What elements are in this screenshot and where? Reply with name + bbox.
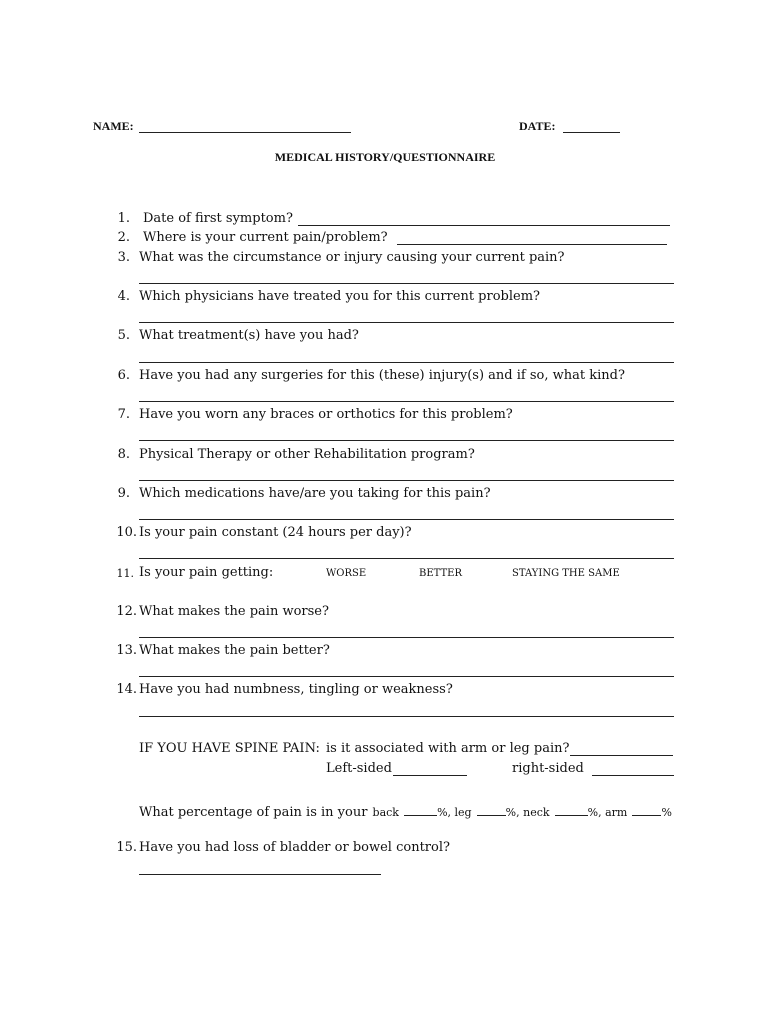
- question-text: What makes the pain worse?: [139, 604, 329, 619]
- question-text: Have you had numbness, tingling or weakness?: [139, 682, 453, 697]
- question-number: 8.: [117, 447, 130, 462]
- back-label: back: [372, 806, 399, 819]
- answer-line-14[interactable]: [139, 716, 674, 717]
- question-number: 4.: [117, 289, 130, 304]
- right-sided-label: right-sided: [512, 761, 584, 776]
- question-number: 10.: [116, 525, 137, 540]
- answer-line-9[interactable]: [139, 519, 674, 520]
- spine-heading: IF YOU HAVE SPINE PAIN:: [139, 741, 320, 756]
- answer-line-13[interactable]: [139, 676, 674, 677]
- question-number: 14.: [116, 682, 137, 697]
- right-sided-field[interactable]: [592, 775, 674, 776]
- question-number: 9.: [117, 486, 130, 501]
- answer-line-6[interactable]: [139, 401, 674, 402]
- leg-percent-field[interactable]: [477, 803, 506, 816]
- question-number: 1.: [117, 211, 130, 226]
- back-percent-field[interactable]: [404, 803, 437, 816]
- question-text: Where is your current pain/problem?: [143, 230, 388, 245]
- left-sided-field[interactable]: [393, 775, 467, 776]
- option-staying-same[interactable]: STAYING THE SAME: [512, 568, 620, 579]
- neck-percent-field[interactable]: [555, 803, 588, 816]
- question-number: 15.: [116, 840, 137, 855]
- question-text: What was the circumstance or injury causing your current pain?: [139, 250, 565, 265]
- answer-line-2[interactable]: [397, 244, 667, 245]
- answer-line-3[interactable]: [139, 283, 674, 284]
- percentage-prompt: What percentage of pain is in your: [139, 805, 368, 820]
- question-text: Which medications have/are you taking for this pain?: [139, 486, 491, 501]
- question-text: Is your pain getting:: [139, 565, 274, 580]
- arm-leg-field[interactable]: [570, 755, 673, 756]
- percent-end: %: [661, 806, 672, 819]
- answer-line-12[interactable]: [139, 637, 674, 638]
- question-number: 2.: [117, 230, 130, 245]
- option-worse[interactable]: WORSE: [326, 568, 367, 579]
- question-text: Physical Therapy or other Rehabilitation program?: [139, 447, 475, 462]
- answer-line-4[interactable]: [139, 322, 674, 323]
- answer-line-5[interactable]: [139, 362, 674, 363]
- percentage-row: [139, 801, 672, 820]
- question-number: 13.: [116, 643, 137, 658]
- question-number: 12.: [116, 604, 137, 619]
- answer-line-1[interactable]: [298, 225, 670, 226]
- name-label: NAME:: [93, 119, 134, 133]
- question-text: Is your pain constant (24 hours per day)?: [139, 525, 412, 540]
- name-field[interactable]: [139, 132, 351, 133]
- question-text: Date of first symptom?: [143, 211, 293, 226]
- question-number: 5.: [117, 328, 130, 343]
- arm-label: %, arm: [587, 806, 628, 819]
- spine-question: is it associated with arm or leg pain?: [326, 741, 570, 756]
- question-text: Have you worn any braces or orthotics for this problem?: [139, 407, 513, 422]
- left-sided-label: Left-sided: [326, 761, 392, 776]
- question-text: Which physicians have treated you for this current problem?: [139, 289, 541, 304]
- leg-label: %, leg: [437, 806, 472, 819]
- question-text: What treatment(s) have you had?: [139, 328, 359, 343]
- answer-line-8[interactable]: [139, 480, 674, 481]
- date-field[interactable]: [563, 132, 620, 133]
- answer-line-7[interactable]: [139, 440, 674, 441]
- question-number: 11.: [116, 567, 134, 580]
- question-number: 3.: [117, 250, 130, 265]
- question-text: Have you had any surgeries for this (these) injury(s) and if so, what kind?: [139, 368, 625, 383]
- question-number: 7.: [117, 407, 130, 422]
- question-number: 6.: [117, 368, 130, 383]
- option-better[interactable]: BETTER: [419, 568, 463, 579]
- neck-label: %, neck: [505, 806, 550, 819]
- answer-line-10[interactable]: [139, 558, 674, 559]
- question-text: What makes the pain better?: [139, 643, 330, 658]
- page-title: MEDICAL HISTORY/QUESTIONNAIRE: [274, 150, 496, 164]
- question-text: Have you had loss of bladder or bowel control?: [139, 840, 450, 855]
- arm-percent-field[interactable]: [632, 803, 661, 816]
- date-label: DATE:: [519, 119, 556, 133]
- answer-line-15[interactable]: [139, 874, 381, 875]
